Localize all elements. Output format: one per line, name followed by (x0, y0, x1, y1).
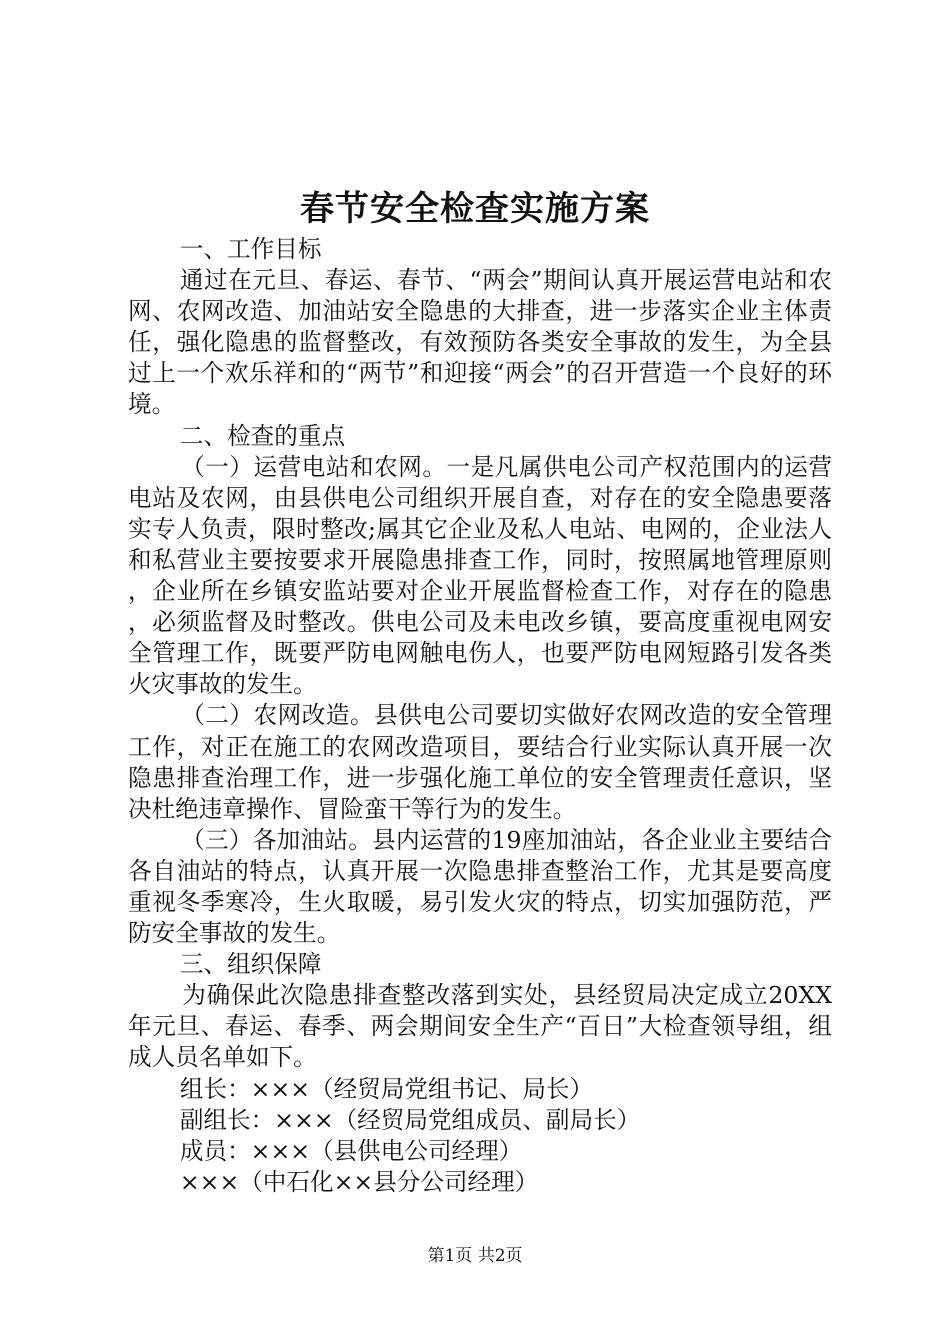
paragraph-goals: 通过在元旦、春运、春节、“两会”期间认真开展运营电站和农网、农网改造、加油站安全隐患的大排查，进一步落实企业主体责任，强化隐患的监督整改，有效预防各类安全事故的发生，为全县过上一个欢乐祥和的“两节”和迎接“两会”的召开营造一个良好的环境。 (128, 266, 832, 419)
paragraph-focus-2: （二）农网改造。县供电公司要切实做好农网改造的安全管理工作，对正在施工的农网改造项目，要结合行业实际认真开展一次隐患排查治理工作，进一步强化施工单位的安全管理责任意识，坚决杜绝违章操作、冒险蛮干等行为的发生。 (128, 701, 832, 823)
member-1: 成员：×××（县供电公司经理） (179, 1136, 523, 1165)
paragraph-focus-3: （三）各加油站。县内运营的19座加油站，各企业业主要结合各自油站的特点，认真开展一次隐患排查整治工作，尤其是要高度重视冬季寒冷，生火取暖，易引发火灾的特点，切实加强防范，严防安全事故的发生。 (128, 825, 832, 948)
page-footer: 第1页 共2页 (427, 1246, 523, 1266)
member-leader: 组长：×××（经贸局党组书记、局长） (179, 1074, 594, 1103)
section-heading-focus: 二、检查的重点 (179, 421, 346, 450)
section-heading-organization: 三、组织保障 (179, 950, 322, 979)
member-deputy-leader: 副组长：×××（经贸局党组成员、副局长） (179, 1105, 641, 1134)
section-heading-goals: 一、工作目标 (179, 235, 322, 263)
document-body (128, 234, 832, 1198)
member-2: ×××（中石化××县分公司经理） (179, 1167, 539, 1196)
document-title: 春节安全检查实施方案 (300, 189, 650, 229)
paragraph-organization: 为确保此次隐患排查整改落到实处，县经贸局决定成立20XX年元旦、春运、春季、两会期间安全生产“百日”大检查领导组，组成人员名单如下。 (128, 981, 832, 1072)
paragraph-focus-1: （一）运营电站和农网。一是凡属供电公司产权范围内的运营电站及农网，由县供电公司组织开展自查，对存在的安全隐患要落实专人负责，限时整改;属其它企业及私人电站、电网的，企业法人和私营业主要按要求开展隐患排查工作，同时，按照属地管理原则，企业所在乡镇安监站要对企业开展监督检查工作，对存在的隐患，必须监督及时整改。供电公司及未电改乡镇，要高度重视电网安全管理工作，既要严防电网触电伤人，也要严防电网短路引发各类火灾事故的发生。 (128, 452, 832, 699)
